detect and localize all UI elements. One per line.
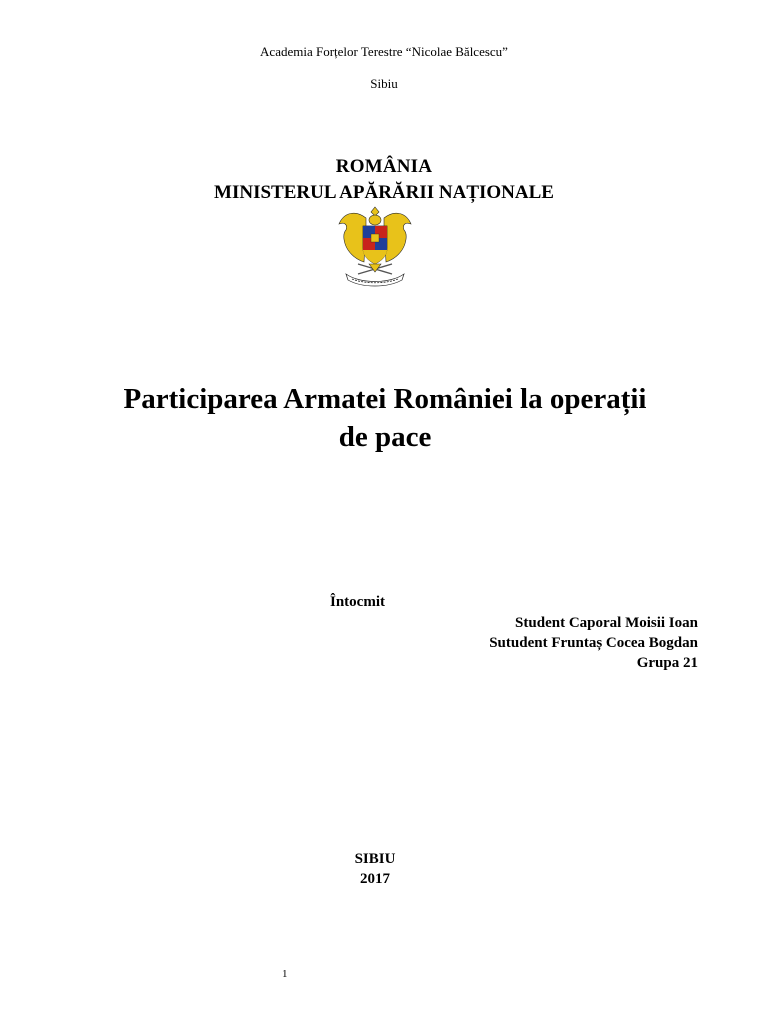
footer-city: SIBIU — [354, 851, 396, 867]
ministry-coat-of-arms-icon — [336, 204, 414, 288]
author-line: Student Caporal Moisii Ioan — [515, 615, 698, 631]
group-line: Grupa 21 — [636, 655, 698, 671]
prepared-by-label: Întocmit — [330, 594, 385, 610]
country-name: ROMÂNIA — [335, 156, 433, 177]
footer-place-date — [320, 849, 430, 889]
author-line: Sutudent Fruntaș Cocea Bogdan — [489, 635, 698, 651]
header-city: Sibiu — [370, 76, 398, 91]
document-title-line-1: Participarea Armatei României la operații — [123, 383, 647, 415]
document-title-line-2: de pace — [338, 421, 432, 453]
page-number: 1 — [282, 968, 288, 980]
ministry-name: MINISTERUL APĂRĂRII NAȚIONALE — [214, 182, 554, 203]
author-list — [400, 613, 698, 673]
document-title — [60, 380, 710, 456]
academy-name: Academia Forțelor Terestre “Nicolae Bălcescu” — [260, 44, 508, 59]
footer-year: 2017 — [360, 871, 390, 887]
